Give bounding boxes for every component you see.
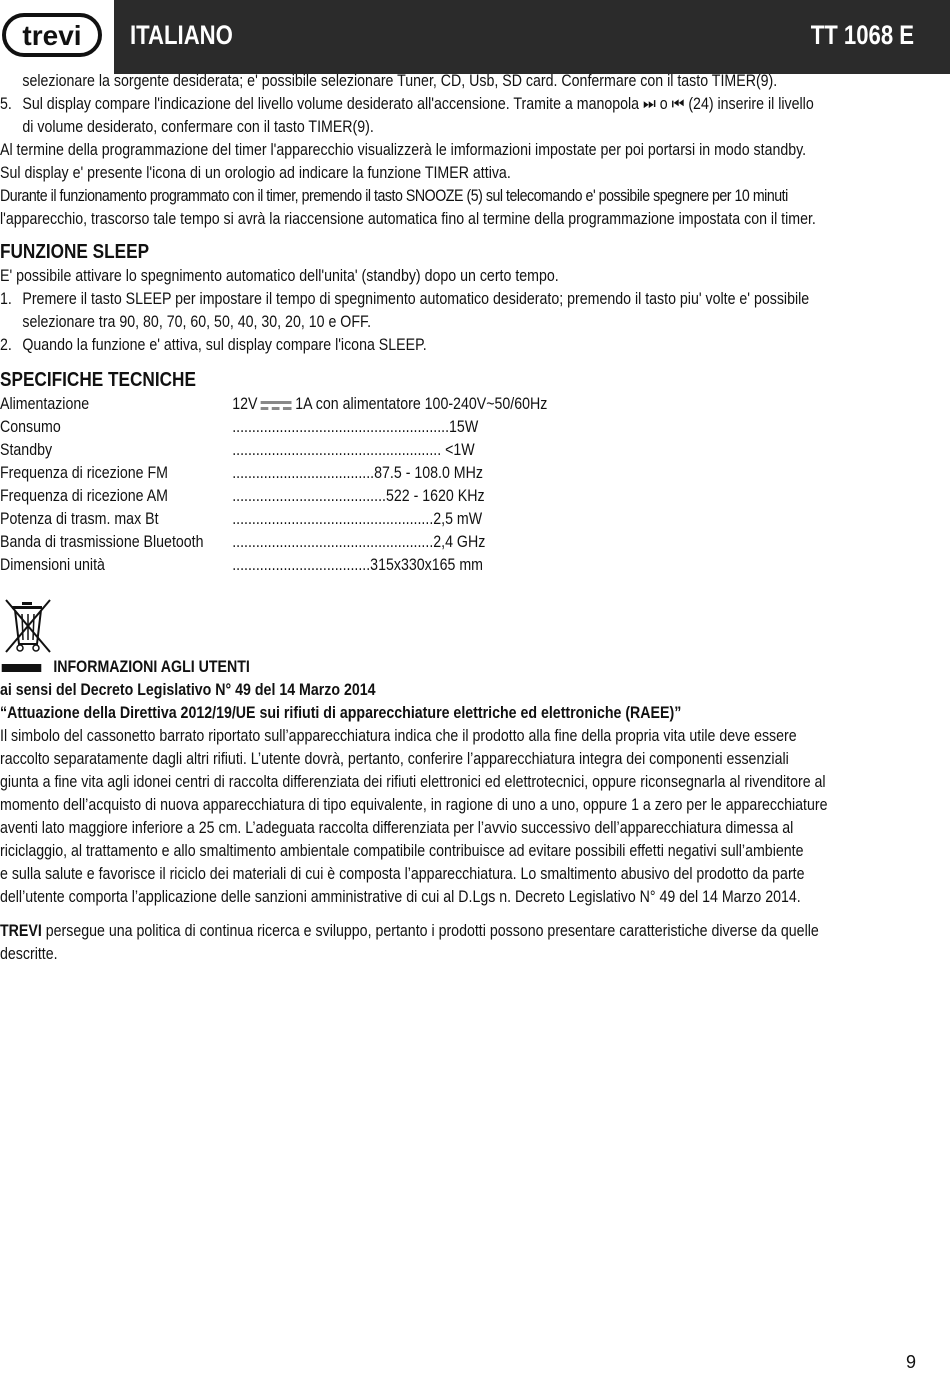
page-content xyxy=(0,70,918,577)
spec-voltage-detail: 1A con alimentatore 100-240V~50/60Hz xyxy=(295,395,548,413)
weee-bin-icon xyxy=(2,598,54,659)
item5-text-a: Sul display compare l'indicazione del livello volume desiderato all'accensione. Tramite a manopola xyxy=(22,95,640,113)
spec-value: .......................................................15W xyxy=(232,418,479,436)
sleep-item-2 xyxy=(0,334,918,357)
sleep-intro: E' possibile attivare lo spegnimento automatico dell'unita' (standby) dopo un certo tempo. xyxy=(0,267,559,285)
item-number: 5. xyxy=(0,95,12,113)
spec-value: ...................................................2,5 mW xyxy=(232,510,483,528)
weee-section xyxy=(0,656,918,966)
weee-title-row xyxy=(0,656,918,679)
weee-body-line: momento dell’acquisto di nuova apparecchiatura di tipo equivalente, in ragione di uno a uno, oppure 1 a zero per le apparecchiature xyxy=(0,796,828,814)
spec-value: ...................................................2,4 GHz xyxy=(232,533,486,551)
closing-line2: descritte. xyxy=(0,945,58,963)
spec-voltage: 12V xyxy=(232,395,258,413)
item-number: 1. xyxy=(0,290,12,308)
sleep-item-1-text: Premere il tasto SLEEP per impostare il tempo di spegnimento automatico desiderato; premendo il tasto piu' volte e' possibile xyxy=(22,290,810,308)
weee-body-line: raccolto separatamente dagli altri rifiuti. L’utente dovrà, pertanto, conferire l’apparecchiatura integra dei componenti essenziali xyxy=(0,750,789,768)
timer-item-5 xyxy=(0,93,918,116)
info-bar-icon xyxy=(2,664,42,672)
timer-item-5-line2: di volume desiderato, confermare con il tasto TIMER(9). xyxy=(22,118,374,136)
sleep-item-1 xyxy=(0,288,918,311)
sleep-heading: FUNZIONE SLEEP xyxy=(0,241,150,263)
timer-para2-line1: Durante il funzionamento programmato con il timer, premendo il tasto SNOOZE (5) sul telecomando e' possibile spegnere per 10 minuti xyxy=(0,187,788,205)
model-number: TT 1068 E xyxy=(810,20,914,50)
spec-row xyxy=(0,462,918,485)
weee-body-line: giunta a fine vita agli idonei centri di raccolta differenziata dei rifiuti elettronici ed elettrotecnici, oppure riconsegnarla al rivenditore al xyxy=(0,773,826,791)
spec-label: Potenza di trasm. max Bt xyxy=(0,510,159,528)
spec-label: Consumo xyxy=(0,418,61,436)
spec-table xyxy=(0,416,918,577)
sleep-item-2-text: Quando la funzione e' attiva, sul display compare l'icona SLEEP. xyxy=(22,336,427,354)
spec-label: Frequenza di ricezione AM xyxy=(0,487,169,505)
item-number: 2. xyxy=(0,336,12,354)
weee-subtitle: ai sensi del Decreto Legislativo N° 49 del 14 Marzo 2014 xyxy=(0,681,376,699)
specs-heading: SPECIFICHE TECNICHE xyxy=(0,369,196,391)
language-title: ITALIANO xyxy=(130,20,233,50)
closing-text: persegue una politica di continua ricerca e sviluppo, pertanto i prodotti possono presentare caratteristiche diverse da quelle xyxy=(41,922,819,940)
spec-label: Banda di trasmissione Bluetooth xyxy=(0,533,204,551)
spec-value: .......................................522 - 1620 KHz xyxy=(232,487,485,505)
spec-value: ....................................87.5 - 108.0 MHz xyxy=(232,464,483,482)
spec-row xyxy=(0,416,918,439)
item5-text-b: o xyxy=(659,95,668,113)
timer-para2-line2: l'apparecchio, trascorso tale tempo si avrà la riaccensione automatica fino al termine della programmazione impostata con il timer. xyxy=(0,210,816,228)
weee-body-line: e sulla salute e favorisce il riciclo dei materiali di cui è composta l’apparecchiatura. Lo smaltimento abusivo del prodotto da parte xyxy=(0,865,805,883)
spec-row xyxy=(0,531,918,554)
spec-row-alimentazione xyxy=(0,393,918,416)
weee-body-line: aventi lato maggiore inferiore a 25 cm. L’adeguata raccolta differenziata per l’avvio successivo dell’apparecchiatura dimessa al xyxy=(0,819,794,837)
weee-title: INFORMAZIONI AGLI UTENTI xyxy=(53,658,250,676)
spec-label: Standby xyxy=(0,441,53,459)
spec-label: Frequenza di ricezione FM xyxy=(0,464,168,482)
dc-symbol-icon xyxy=(261,398,292,412)
page-number: 9 xyxy=(905,1352,916,1372)
spec-label: Dimensioni unità xyxy=(0,556,105,574)
weee-body-line: riciclaggio, al trattamento e allo smaltimento ambientale compatibile contribuisce ad evitare possibili effetti negativi sull’ambiente xyxy=(0,842,804,860)
page-header xyxy=(0,0,950,74)
spec-value: ..................................................... <1W xyxy=(232,441,475,459)
brand-name: TREVI xyxy=(0,922,42,940)
closing-line1 xyxy=(0,920,918,943)
trevi-logo-icon xyxy=(2,12,106,60)
weee-directive: “Attuazione della Direttiva 2012/19/UE sui rifiuti di apparecchiature elettriche ed elettroniche (RAEE)” xyxy=(0,704,682,722)
spec-row xyxy=(0,554,918,577)
timer-para1-line2: Sul display e' presente l'icona di un orologio ad indicare la funzione TIMER attiva. xyxy=(0,164,511,182)
weee-body xyxy=(0,725,918,909)
weee-body-line: dell’utente comporta l’applicazione delle sanzioni amministrative di cui al D.Lgs n. Decreto Legislativo N° 49 del 14 Marzo 2014. xyxy=(0,888,801,906)
header-bar xyxy=(114,0,950,74)
spec-value: ...................................315x330x165 mm xyxy=(232,556,483,574)
spec-row xyxy=(0,439,918,462)
skip-forward-icon: ⏭ xyxy=(643,95,656,113)
spec-row xyxy=(0,485,918,508)
timer-intro-line: selezionare la sorgente desiderata; e' possibile selezionare Tuner, CD, Usb, SD card. Confermare con il tasto TIMER(9). xyxy=(22,72,778,90)
spec-value xyxy=(232,393,547,416)
timer-para1-line1: Al termine della programmazione del timer l'apparecchio visualizzerà le imformazioni impostate per poi portarsi in modo standby. xyxy=(0,141,807,159)
spec-label: Alimentazione xyxy=(0,395,90,413)
skip-back-icon: ⏮ xyxy=(671,95,685,113)
spec-row xyxy=(0,508,918,531)
sleep-item-1-line2: selezionare tra 90, 80, 70, 60, 50, 40, 30, 20, 10 e OFF. xyxy=(22,313,372,331)
item5-text-c: (24) inserire il livello xyxy=(688,95,814,113)
trevi-logo xyxy=(0,0,112,74)
svg-text:trevi: trevi xyxy=(22,20,82,51)
weee-body-line: Il simbolo del cassonetto barrato riportato sull’apparecchiatura indica che il prodotto alla fine della propria vita utile deve essere xyxy=(0,727,797,745)
